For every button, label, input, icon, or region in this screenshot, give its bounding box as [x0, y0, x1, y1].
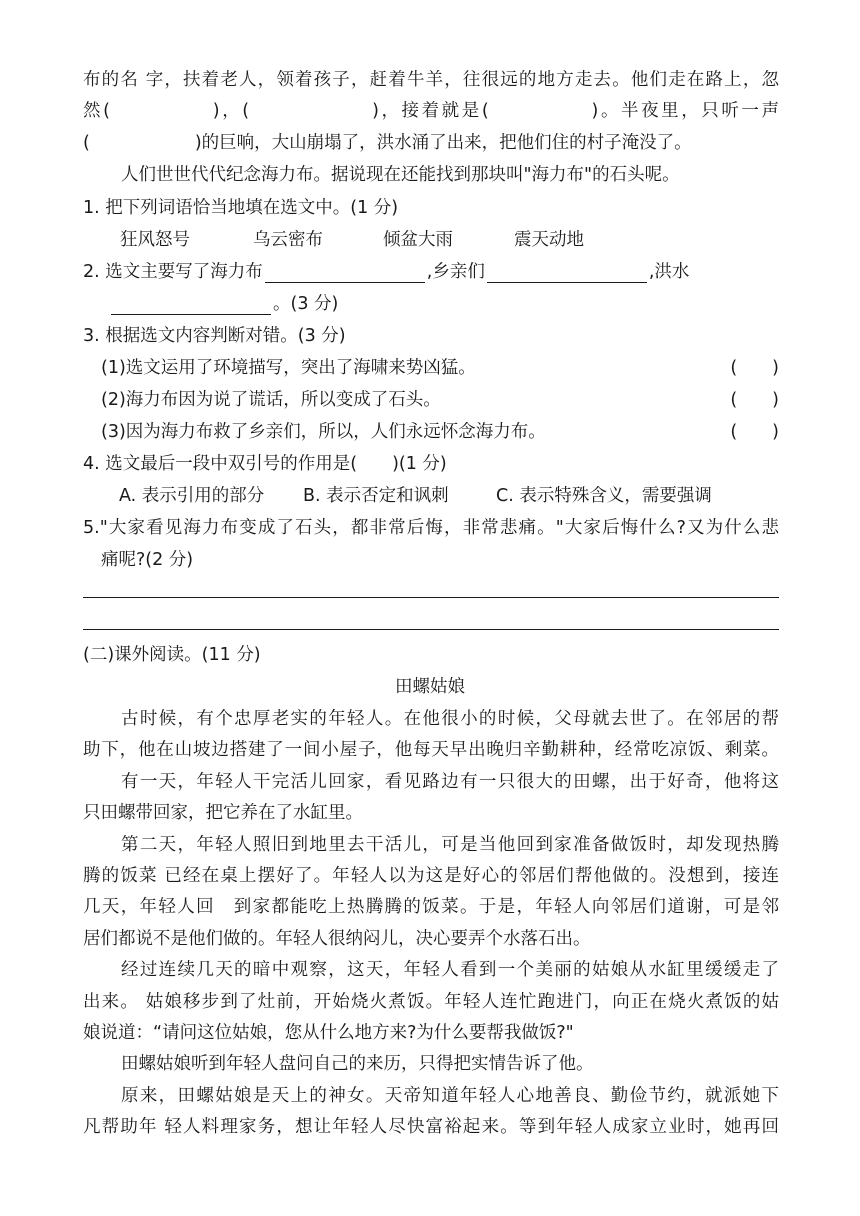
story-line: 腾的饭菜 已经在桌上摆好了。年轻人以为这是好心的邻居们帮他做的。没想到，接连: [83, 866, 779, 886]
passage-line: ( )的巨响，大山崩塌了，洪水涌了出来，把他们住的村子淹没了。: [83, 133, 692, 153]
question-4-label: 4. 选文最后一段中双引号的作用是( )(1 分): [83, 454, 447, 474]
option-c[interactable]: C. 表示特殊含义，需要强调: [496, 486, 712, 506]
word-option: 乌云密布: [253, 230, 323, 250]
answer-line[interactable]: [83, 629, 779, 630]
option-b[interactable]: B. 表示否定和讽刺: [303, 486, 449, 506]
question-2-line2: [111, 293, 807, 315]
answer-blank[interactable]: [487, 264, 647, 283]
story-line: 只田螺带回家，把它养在了水缸里。: [83, 803, 363, 824]
question-2-text-a: 2. 选文主要写了海力布: [83, 262, 263, 282]
judge-item: (3)因为海力布救了乡亲们，所以，人们永远怀念海力布。: [101, 422, 546, 442]
judge-item: (1)选文运用了环境描写，突出了海啸来势凶猛。: [101, 358, 476, 378]
question-3-label: 3. 根据选文内容判断对错。(3 分): [83, 326, 346, 346]
answer-line[interactable]: [83, 597, 779, 598]
story-line: 居们都说不是他们做的。年轻人很纳闷儿，决心要弄个水落石出。: [83, 928, 591, 949]
question-2-text-d: 。(3 分): [273, 294, 339, 314]
story-line: 原来，田螺姑娘是天上的神女。天帝知道年轻人心地善良、勤俭节约，就派她下: [121, 1085, 779, 1106]
word-option: 倾盆大雨: [383, 230, 453, 250]
passage-line: 人们世世代代纪念海力布。据说现在还能找到那块叫"海力布"的石头呢。: [121, 165, 680, 185]
story-line: 田螺姑娘听到年轻人盘问自己的来历，只得把实情告诉了他。: [121, 1054, 594, 1075]
story-line: 凡帮助年 轻人料理家务，想让年轻人尽快富裕起来。等到年轻人成家立业时，她再回: [83, 1117, 779, 1138]
story-line: 几天，年轻人回 到家都能吃上热腾腾的饭菜。于是，年轻人向邻居们道谢，可是邻: [83, 897, 779, 918]
question-5-line1: 5."大家看见海力布变成了石头，都非常后悔，非常悲痛。"大家后悔什么?又为什么悲: [83, 518, 779, 538]
story-line: 助下，他在山坡边搭建了一间小屋子，他每天早出晚归辛勤耕种，经常吃凉饭、剩菜。: [83, 740, 779, 761]
judge-paren[interactable]: ( ): [730, 422, 779, 442]
story-line: 第二天，年轻人照旧到地里去干活儿，可是当他回到家准备做饭时，却发现热腾: [121, 834, 779, 855]
question-5-line2: 痛呢?(2 分): [101, 550, 194, 570]
story-line: 有一天，年轻人干完活儿回家，看见路边有一只很大的田螺，出于好奇，他将这: [121, 771, 779, 792]
passage-line: 布的名 字，扶着老人，领着孩子，赶着牛羊，往很远的地方走去。他们走在路上，忽: [83, 70, 779, 90]
word-option: 狂风怒号: [120, 230, 190, 250]
word-option: 震天动地: [514, 230, 584, 250]
question-1-label: 1. 把下列词语恰当地填在选文中。(1 分): [83, 198, 399, 218]
judge-paren[interactable]: ( ): [730, 390, 779, 410]
judge-item: (2)海力布因为说了谎话，所以变成了石头。: [101, 390, 441, 410]
question-2-text-c: ,洪水: [648, 262, 690, 282]
option-a[interactable]: A. 表示引用的部分: [119, 486, 265, 506]
story-line: 经过连续几天的暗中观察，这天，年轻人看到一个美丽的姑娘从水缸里缓缓走了: [121, 960, 779, 981]
answer-blank[interactable]: [111, 296, 271, 315]
answer-blank[interactable]: [265, 264, 425, 283]
story-title: 田螺姑娘: [395, 677, 465, 697]
story-line: 古时候，有个忠厚老实的年轻人。在他很小的时候，父母就去世了。在邻居的帮: [121, 709, 779, 729]
story-line: 娘说道：“请问这位姑娘，您从什么地方来?为什么要帮我做饭?": [83, 1023, 574, 1043]
section-heading: (二)课外阅读。(11 分): [83, 645, 261, 665]
story-line: 出来。 姑娘移步到了灶前，开始烧火煮饭。年轻人连忙跑进门，向正在烧火煮饭的姑: [83, 991, 779, 1012]
question-2-text-b: ,乡亲们: [426, 262, 485, 282]
judge-paren[interactable]: ( ): [730, 358, 779, 378]
question-2: [83, 261, 779, 283]
passage-line: 然( )，( )，接着就是( )。半夜里，只听一声: [83, 101, 779, 121]
